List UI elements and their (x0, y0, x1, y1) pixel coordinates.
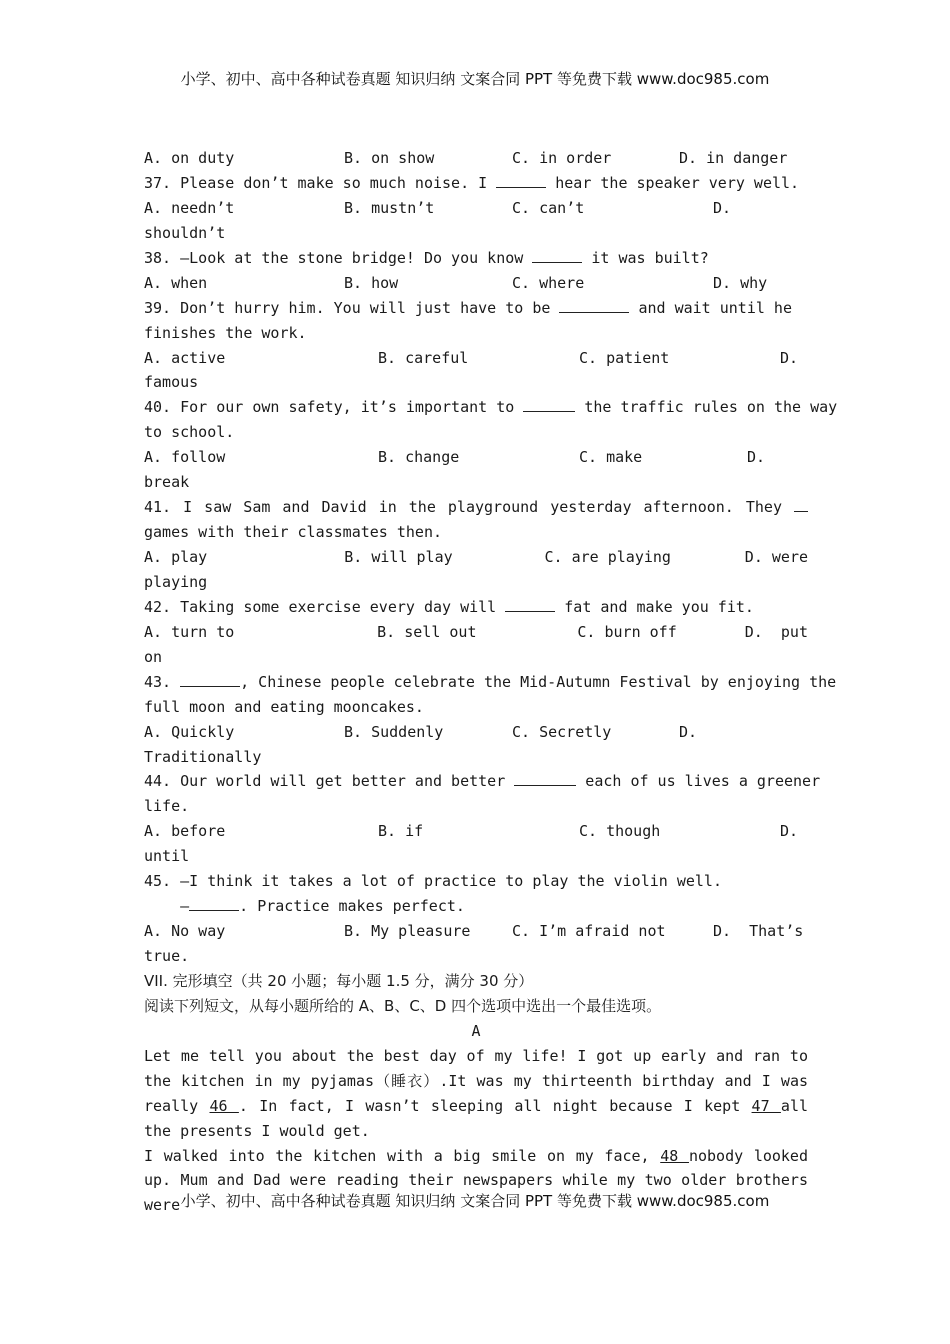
option-c: C. burn off (577, 622, 677, 641)
passage-label: A (471, 1021, 481, 1040)
option-d: D. were (744, 548, 809, 566)
option-b: B. will play (344, 548, 453, 566)
passage-line: really 46 . In fact, I wasn’t sleeping all night because I kept 47 all (144, 1096, 809, 1115)
option-a: A. follow (144, 448, 226, 467)
option-a: A. before (144, 822, 226, 841)
option-a: A. active (144, 348, 226, 367)
section-instructions: 阅读下列短文，从每小题所给的 A、B、C、D 四个选项中选出一个最佳选项。 (144, 996, 662, 1015)
option-d: D. (780, 822, 799, 841)
blank-47: 47 (751, 1096, 781, 1115)
option-c: C. in order (512, 149, 612, 167)
options-37 (144, 196, 808, 221)
page-header: 小学、初中、高中各种试卷真题 知识归纳 文案合同 PPT 等免费下载 www.doc985.com (180, 70, 770, 88)
passage-line: Let me tell you about the best day of my life! I got up early and ran to (144, 1046, 808, 1065)
option-a: A. No way (144, 922, 226, 941)
options-40 (144, 445, 808, 470)
option-c: C. Secretly (512, 722, 612, 741)
option-c: C. can’t (512, 198, 585, 217)
question-41-line2: games with their classmates then. (144, 523, 443, 542)
question-43-line1: 43. , Chinese people celebrate the Mid-Autumn Festival by enjoying the (144, 672, 837, 691)
question-40-line1: 40. For our own safety, it’s important to the traffic rules on the way (144, 398, 838, 417)
question-42: 42. Taking some exercise every day will fat and make you fit. (144, 597, 754, 616)
options-36 (144, 146, 808, 171)
options-39 (144, 346, 808, 371)
question-40-line2: to school. (144, 423, 235, 442)
options-39-wrap: famous (144, 373, 199, 392)
options-45-wrap: true. (144, 947, 190, 965)
question-41-line1: 41. I saw Sam and David in the playground yesterday afternoon. They (144, 495, 808, 520)
option-d: D. (679, 722, 698, 741)
option-a: A. on duty (144, 149, 235, 167)
question-39-line1: 39. Don’t hurry him. You will just have to be and wait until he (144, 298, 792, 317)
question-44-line1: 44. Our world will get better and better each of us lives a greener (144, 772, 821, 791)
option-d: D. (713, 198, 732, 217)
options-44 (144, 819, 808, 844)
options-42-wrap: on (144, 647, 163, 666)
page-footer: 小学、初中、高中各种试卷真题 知识归纳 文案合同 PPT 等免费下载 www.doc985.com (180, 1192, 770, 1210)
option-d: D. put (744, 622, 808, 641)
passage-line: the presents I would get. (144, 1121, 370, 1140)
options-41-wrap: playing (144, 572, 208, 591)
option-b: B. My pleasure (344, 922, 471, 941)
question-45-line2: — . Practice makes perfect. (144, 897, 465, 916)
option-c: C. make (579, 448, 643, 467)
option-c: C. I’m afraid not (512, 922, 666, 941)
option-c: C. though (579, 822, 661, 841)
options-42 (144, 620, 808, 645)
options-41 (144, 545, 808, 570)
section-heading: VII. 完形填空（共 20 小题；每小题 1.5 分，满分 30 分） (144, 971, 534, 990)
option-a: A. play (144, 548, 208, 566)
option-b: B. mustn’t (344, 198, 435, 217)
option-d: D. (780, 348, 799, 367)
option-b: B. Suddenly (344, 722, 444, 741)
question-38: 38. —Look at the stone bridge! Do you know it was built? (144, 248, 709, 267)
option-a: A. turn to (144, 622, 235, 641)
option-a: A. when (144, 273, 208, 292)
passage-line: the kitchen in my pyjamas（睡衣）.It was my thirteenth birthday and I was (144, 1071, 808, 1090)
question-44-line2: life. (144, 797, 190, 816)
question-37: 37. Please don’t make so much noise. I hear the speaker very well. (144, 173, 800, 192)
option-b: B. on show (344, 149, 435, 167)
options-44-wrap: until (144, 847, 190, 866)
passage-line: up. Mum and Dad were reading their newspapers while my two older brothers were (144, 1171, 808, 1215)
option-a: A. needn’t (144, 198, 235, 217)
option-b: B. careful (378, 348, 469, 367)
option-d: D. why (713, 273, 768, 292)
blank-46: 46 (209, 1096, 239, 1115)
option-c: C. where (512, 273, 585, 292)
blank-48: 48 (660, 1146, 689, 1165)
option-d: D. (747, 448, 766, 467)
passage-line: I walked into the kitchen with a big smile on my face, 48 nobody looked (144, 1146, 808, 1165)
question-43-line2: full moon and eating mooncakes. (144, 697, 424, 716)
option-c: C. patient (579, 348, 670, 367)
options-45 (144, 919, 808, 944)
options-38 (144, 271, 808, 296)
option-d: D. That’s (713, 922, 804, 941)
option-b: B. how (344, 273, 399, 292)
options-43-wrap: Traditionally (144, 747, 262, 766)
question-45-line1: 45. —I think it takes a lot of practice to play the violin well. (144, 872, 722, 891)
option-b: B. change (378, 448, 460, 467)
option-c: C. are playing (544, 548, 671, 566)
option-d: D. in danger (679, 149, 788, 167)
option-a: A. Quickly (144, 722, 235, 741)
question-39-line2: finishes the work. (144, 323, 307, 342)
option-b: B. if (378, 822, 424, 841)
option-b: B. sell out (377, 622, 477, 641)
options-37-wrap: shouldn’t (144, 223, 226, 242)
options-40-wrap: break (144, 473, 190, 492)
options-43 (144, 720, 808, 745)
